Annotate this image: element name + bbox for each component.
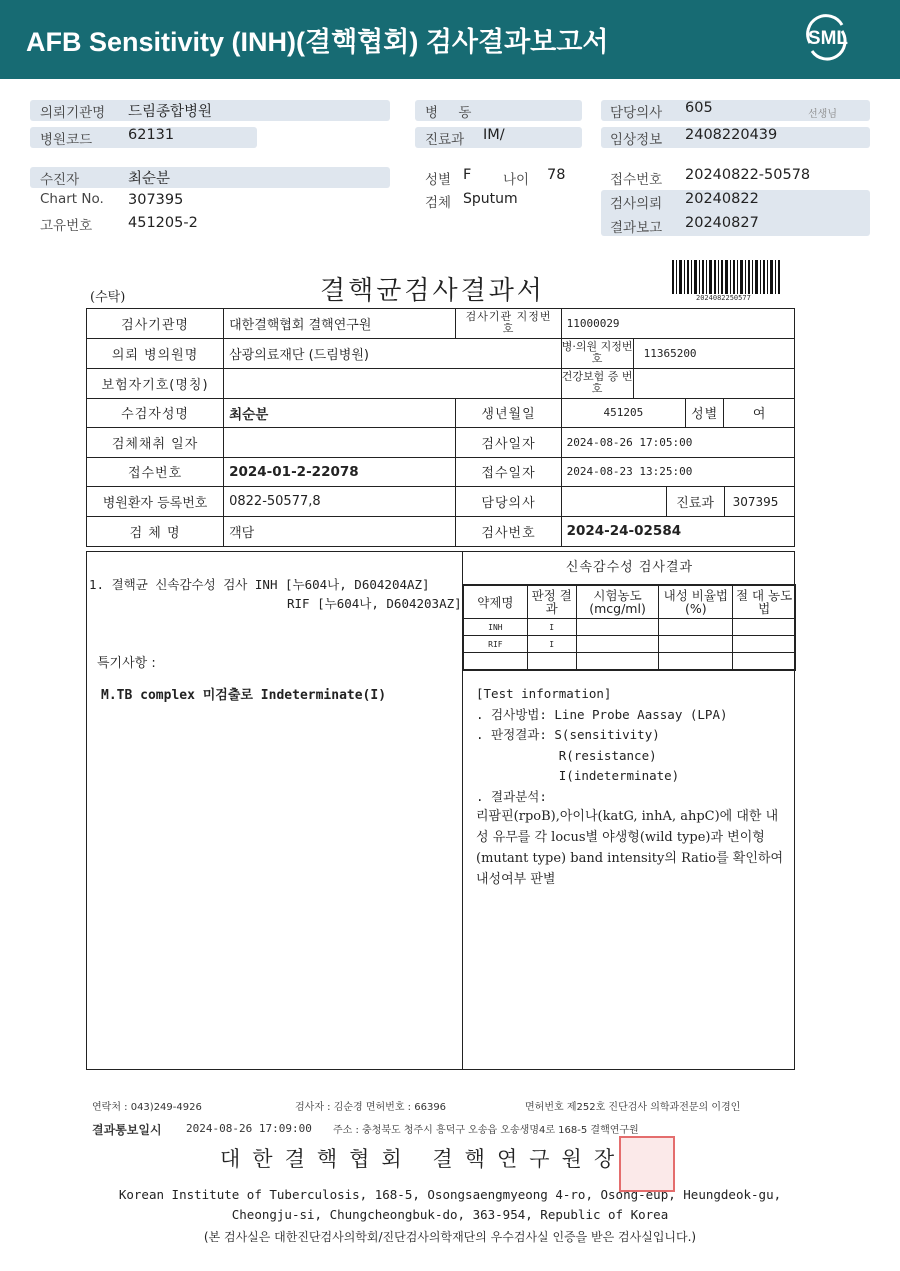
report-header xyxy=(0,0,900,79)
specimen-value: Sputum xyxy=(463,191,518,207)
reg-no-label: 병원환자 등록번호 xyxy=(87,487,224,517)
doc-dept-value: 307395 xyxy=(732,494,779,509)
chart-no-label: Chart No. xyxy=(40,191,104,207)
request-date-label: 검사의뢰 xyxy=(610,196,663,212)
notify-label: 결과통보일시 xyxy=(92,1123,162,1137)
health-ins-label: 건강보험 증 번 호 xyxy=(562,369,634,398)
test-line-inh: 1. 결핵균 신속감수성 검사 INH [누604나, D604204AZ] xyxy=(89,577,430,592)
doc-specimen-value: 객담 xyxy=(224,517,456,547)
patient-value: 최순분 xyxy=(224,398,456,428)
table-row xyxy=(464,619,796,636)
req-hosp-label: 의뢰 병의원명 xyxy=(87,338,224,368)
hospital-code-label: 병원코드 xyxy=(40,132,93,148)
address-kr: 주소 : 충청북도 청주시 흥덕구 오송읍 오송생명4로 168-5 결핵연구원 xyxy=(333,1125,639,1136)
drug-abs xyxy=(733,636,796,653)
reception-no-value: 20240822-50578 xyxy=(685,167,811,183)
request-date-value: 20240822 xyxy=(685,191,759,207)
clinical-value: 2408220439 xyxy=(685,127,778,143)
organization-name: 대한결핵협회 결핵연구원장 xyxy=(220,1147,627,1171)
report-date-value: 20240827 xyxy=(685,215,759,231)
lab-label: 검사기관명 xyxy=(87,309,224,339)
reception-no-label: 접수번호 xyxy=(610,172,663,188)
doctor-unit: 선생님 xyxy=(808,109,837,120)
drug-ratio xyxy=(659,653,733,670)
sens-header: 약제명 xyxy=(464,586,528,619)
tb-result-document xyxy=(0,250,900,1270)
collect-label: 검체채취 일자 xyxy=(87,428,224,458)
physician-label: 담당의사 xyxy=(456,487,561,517)
result-info-table xyxy=(86,308,795,547)
age-value: 78 xyxy=(547,167,566,183)
drug-result xyxy=(527,653,576,670)
age-label: 나이 xyxy=(503,172,530,188)
birth-value: 451205 xyxy=(561,398,686,428)
insured-value xyxy=(224,368,561,398)
recv-no-label: 접수번호 xyxy=(87,457,224,487)
result-analysis: 리팜핀(rpoB),아이나(katG, inhA, ahpC)에 대한 내성 유무를 각 locus별 야생형(wild type)과 변이형(mutant type) band intensity의 Ratio를 확인하여 내성여부 판별 xyxy=(476,809,784,887)
drug-ratio xyxy=(659,636,733,653)
specimen-label: 검체 xyxy=(425,195,452,211)
test-date-label: 검사일자 xyxy=(456,428,561,458)
tester-info: 검사자 : 김순경 면허번호 : 66396 xyxy=(295,1102,447,1113)
doc-dept-label: 진료과 xyxy=(666,487,725,516)
sex-value: F xyxy=(463,167,472,183)
sens-header: 판정 결과 xyxy=(527,586,576,619)
table-row xyxy=(464,653,796,670)
sens-header: 시험농도 (mcg/ml) xyxy=(576,586,659,619)
contact-info: 연락처 : 043)249-4926 xyxy=(92,1102,202,1113)
reg-no-value: 0822-50577,8 xyxy=(224,487,456,517)
remarks-value: M.TB complex 미검출로 Indeterminate(I) xyxy=(101,688,387,703)
drug-result: I xyxy=(527,619,576,636)
req-hosp-value: 삼광의료재단 (드림병원) xyxy=(224,338,561,368)
drug-ratio xyxy=(659,619,733,636)
table-row xyxy=(464,636,796,653)
clinical-label: 임상정보 xyxy=(610,132,663,148)
test-date-value: 2024-08-26 17:05:00 xyxy=(561,428,794,458)
sml-logo-text: SML xyxy=(807,28,848,49)
document-subtitle: (수탁) xyxy=(90,290,126,305)
drug-abs xyxy=(733,653,796,670)
dept-label: 진료과 xyxy=(425,132,465,148)
result-detail-box xyxy=(86,551,795,1070)
sens-header: 절 대 농도법 xyxy=(733,586,796,619)
insured-label: 보험자기호(명칭) xyxy=(87,368,224,398)
sensitivity-table xyxy=(463,585,796,670)
unique-no-label: 고유번호 xyxy=(40,218,93,234)
recv-date-value: 2024-08-23 13:25:00 xyxy=(561,457,794,487)
drug-conc xyxy=(576,619,659,636)
doctor-value: 605 xyxy=(685,100,713,116)
official-seal-icon xyxy=(619,1136,675,1192)
lab-code-value: 11000029 xyxy=(561,309,794,339)
barcode-icon xyxy=(672,260,782,294)
birth-label: 생년월일 xyxy=(456,398,561,428)
doc-sex-value: 여 xyxy=(724,398,795,428)
sens-header: 내성 비율법(%) xyxy=(659,586,733,619)
ward-label: 병 동 xyxy=(425,105,480,121)
address-en-line1: Korean Institute of Tuberculosis, 168-5, Osongsaengmyeong 4-ro, Osong-eup, Heungdeok-gu, xyxy=(118,1187,782,1202)
collect-value xyxy=(224,428,456,458)
document-title: 결핵균검사결과서 xyxy=(320,276,545,306)
license-info: 면허번호 제252호 진단검사 의학과전문의 이경인 xyxy=(525,1102,741,1113)
test-no-value: 2024-24-02584 xyxy=(561,517,794,547)
doctor-label: 담당의사 xyxy=(610,105,663,121)
recv-no-value: 2024-01-2-22078 xyxy=(224,457,456,487)
chart-no-value: 307395 xyxy=(128,192,184,208)
test-no-label: 검사번호 xyxy=(456,517,561,547)
drug-name xyxy=(464,653,528,670)
institution-value: 드림종합병원 xyxy=(128,104,213,120)
doc-specimen-label: 검 체 명 xyxy=(87,517,224,547)
report-title: AFB Sensitivity (INH)(결핵협회) 검사결과보고서 xyxy=(26,27,609,57)
patient-name-label: 수진자 xyxy=(40,172,80,188)
drug-conc xyxy=(576,653,659,670)
dept-value: IM/ xyxy=(483,127,505,143)
barcode-number: 2024082250577 xyxy=(696,294,751,302)
lab-code-label: 검사기관 지정번호 xyxy=(456,309,561,339)
hosp-code-value: 11365200 xyxy=(643,346,697,360)
test-line-rif: RIF [누604나, D604203AZ] xyxy=(287,596,462,611)
recv-date-label: 접수일자 xyxy=(456,457,561,487)
hospital-code-value: 62131 xyxy=(128,127,175,143)
test-information: [Test information] . 검사방법: Line Probe Aassay (LPA) . 판정결과: S(sensitivity) R(resistance) I(indeterminate) . 결과분석: xyxy=(476,686,728,804)
lab-value: 대한결핵협회 결핵연구원 xyxy=(224,309,456,339)
report-date-label: 결과보고 xyxy=(610,220,663,236)
drug-result: I xyxy=(527,636,576,653)
certification-note: (본 검사실은 대한진단검사의학회/진단검사의학재단의 우수검사실 인증을 받은 검사실입니다.) xyxy=(203,1230,697,1244)
sex-label: 성별 xyxy=(425,172,452,188)
drug-name: INH xyxy=(464,619,528,636)
unique-no-value: 451205-2 xyxy=(128,215,198,231)
drug-abs xyxy=(733,619,796,636)
drug-name: RIF xyxy=(464,636,528,653)
doc-sex-label: 성별 xyxy=(686,398,724,428)
sensitivity-title: 신속감수성 검사결과 xyxy=(463,552,796,585)
address-en-line2: Cheongju-si, Chungcheongbuk-do, 363-954, Republic of Korea xyxy=(231,1207,669,1222)
patient-label: 수검자성명 xyxy=(87,398,224,428)
institution-label: 의뢰기관명 xyxy=(40,105,106,121)
drug-conc xyxy=(576,636,659,653)
notify-date: 2024-08-26 17:09:00 xyxy=(186,1122,312,1135)
hosp-code-label: 병·의원 지정번호 xyxy=(562,339,634,368)
patient-name-value: 최순분 xyxy=(128,171,171,187)
remarks-label: 특기사항 : xyxy=(97,656,156,671)
